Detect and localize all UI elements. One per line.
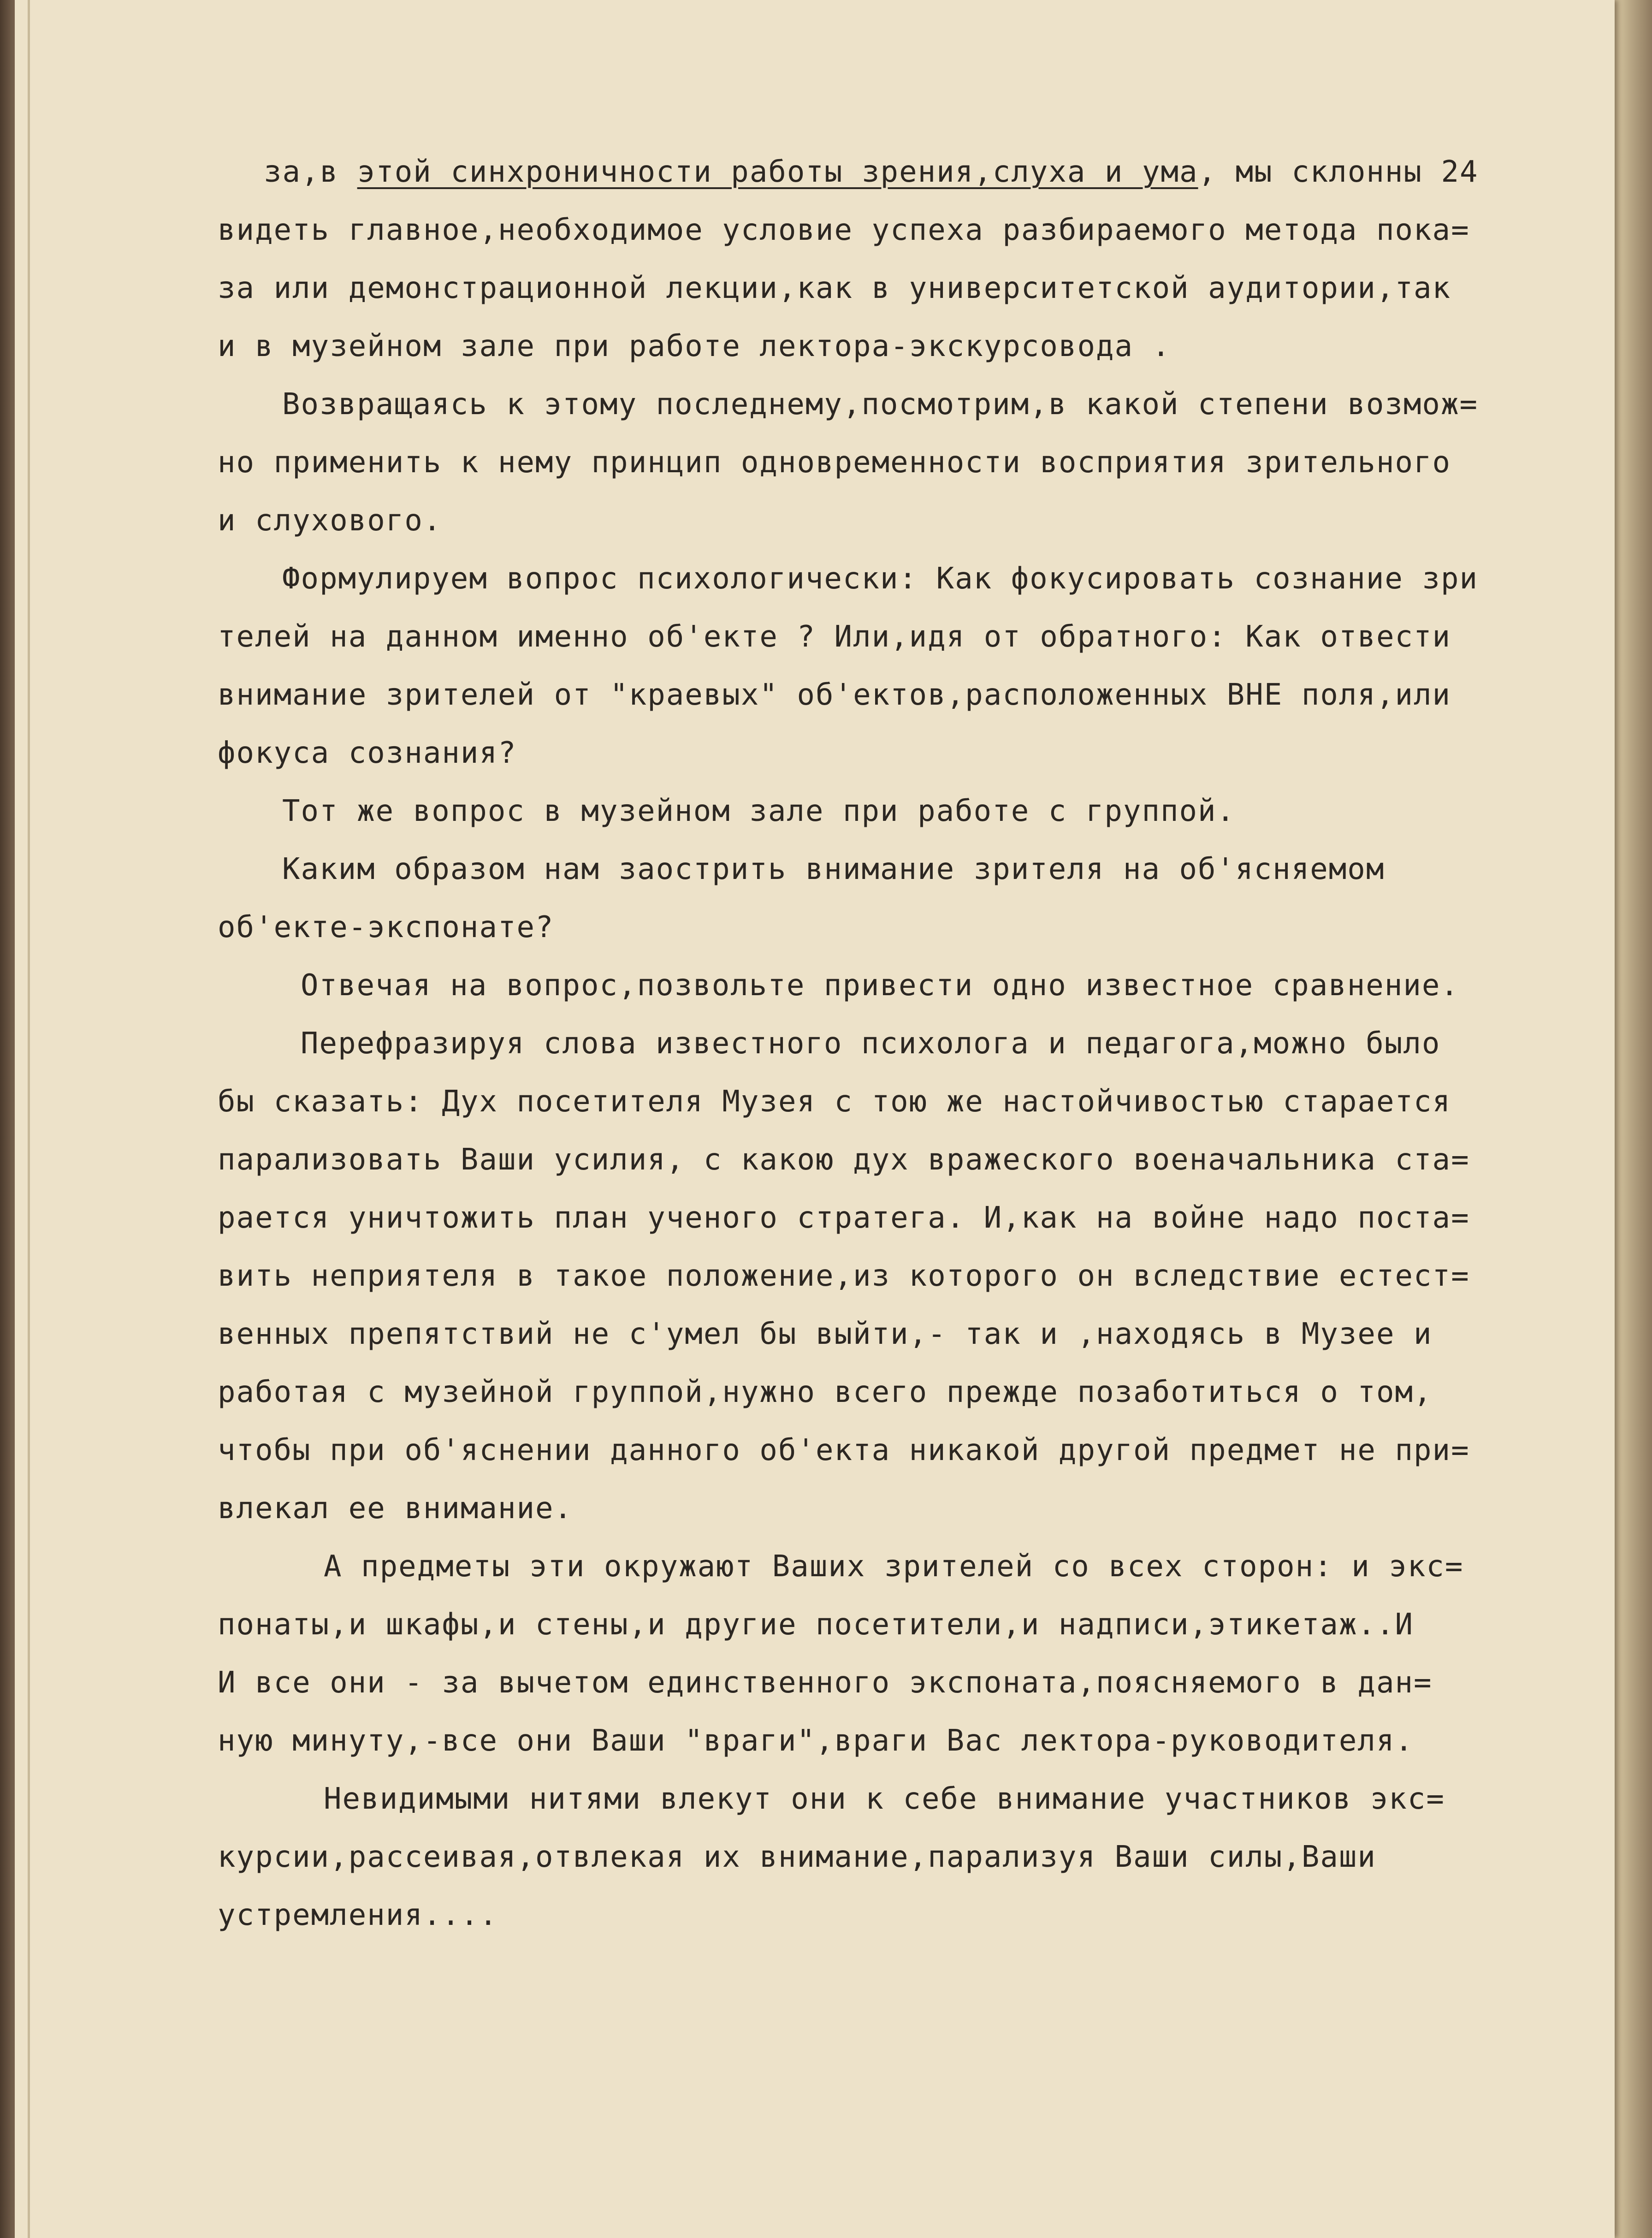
text-segment: вить неприятеля в такое положение,из которого он вследствие естест= bbox=[218, 1259, 1470, 1293]
text-line bbox=[218, 550, 1582, 608]
text-line bbox=[218, 724, 1582, 782]
text-segment: телей на данном именно об'екте ? Или,идя от обратного: Как отвести bbox=[218, 620, 1451, 654]
text-line bbox=[218, 840, 1582, 898]
text-line bbox=[218, 143, 1582, 201]
text-segment: понаты,и шкафы,и стены,и другие посетители,и надписи,этикетаж..И bbox=[218, 1608, 1414, 1642]
text-segment: Перефразируя слова известного психолога и педагога,можно было bbox=[301, 1027, 1441, 1061]
text-line bbox=[218, 259, 1582, 317]
text-segment: чтобы при об'яснении данного об'екта никакой другой предмет не при= bbox=[218, 1433, 1470, 1467]
text-line bbox=[218, 1886, 1582, 1944]
text-line bbox=[218, 433, 1582, 492]
text-segment: Формулируем вопрос психологически: Как фокусировать сознание зри bbox=[282, 562, 1478, 596]
text-segment: венных препятствий не с'умел бы выйти,- так и ,находясь в Музее и bbox=[218, 1317, 1433, 1351]
text-line bbox=[218, 201, 1582, 259]
text-segment: А предметы эти окружают Ваших зрителей со всех сторон: и экс= bbox=[324, 1549, 1464, 1584]
text-segment: за или демонстрационной лекции,как в университетской аудитории,так bbox=[218, 271, 1451, 305]
underlined-phrase: этой синхроничности работы зрения,слуха и ума bbox=[357, 155, 1198, 189]
text-segment: и слухового. bbox=[218, 504, 442, 538]
text-line bbox=[218, 1247, 1582, 1305]
text-segment: фокуса сознания? bbox=[218, 736, 517, 770]
text-segment: Возвращаясь к этому последнему,посмотрим,в какой степени возмож= bbox=[282, 387, 1478, 421]
text-segment: и в музейном зале при работе лектора-экскурсовода . bbox=[218, 329, 1171, 363]
typewritten-page bbox=[15, 0, 1615, 2238]
text-segment: бы сказать: Дух посетителя Музея с тою же настойчивостью старается bbox=[218, 1085, 1451, 1119]
text-segment: курсии,рассеивая,отвлекая их внимание,парализуя Ваши силы,Ваши bbox=[218, 1840, 1376, 1874]
text-line bbox=[218, 1828, 1582, 1886]
text-line bbox=[218, 956, 1582, 1015]
text-line bbox=[218, 492, 1582, 550]
text-segment: рается уничтожить план ученого стратега. И,как на войне надо поста= bbox=[218, 1201, 1470, 1235]
text-segment: Невидимыми нитями влекут они к себе внимание участников экс= bbox=[324, 1782, 1445, 1816]
text-segment: но применить к нему принцип одновременности восприятия зрительного bbox=[218, 445, 1451, 480]
text-line bbox=[218, 317, 1582, 375]
text-line bbox=[218, 1596, 1582, 1654]
text-line bbox=[218, 1770, 1582, 1828]
text-segment: парализовать Ваши усилия, с какою дух вражеского военачальника ста= bbox=[218, 1143, 1470, 1177]
text-line bbox=[218, 1131, 1582, 1189]
text-segment: устремления.... bbox=[218, 1898, 498, 1932]
text-line bbox=[218, 782, 1582, 840]
text-line bbox=[218, 1712, 1582, 1770]
text-segment: , мы склонны 24 bbox=[1198, 155, 1479, 189]
text-line bbox=[218, 1073, 1582, 1131]
text-segment: за,в bbox=[264, 155, 357, 189]
text-line bbox=[218, 608, 1582, 666]
text-line bbox=[218, 1654, 1582, 1712]
text-line bbox=[218, 1421, 1582, 1479]
text-line bbox=[218, 1479, 1582, 1538]
text-segment: работая с музейной группой,нужно всего прежде позаботиться о том, bbox=[218, 1375, 1433, 1409]
text-segment: внимание зрителей от "краевых" об'ектов,расположенных ВНЕ поля,или bbox=[218, 678, 1451, 712]
text-segment: И все они - за вычетом единственного экспоната,поясняемого в дан= bbox=[218, 1666, 1433, 1700]
text-line bbox=[218, 1015, 1582, 1073]
text-segment: Каким образом нам заострить внимание зрителя на об'ясняемом bbox=[282, 852, 1385, 886]
typewritten-text bbox=[218, 143, 1582, 1944]
text-line bbox=[218, 1305, 1582, 1363]
book-binding bbox=[0, 0, 15, 2238]
text-line bbox=[218, 1538, 1582, 1596]
text-line bbox=[218, 375, 1582, 433]
text-segment: об'екте-экспонате? bbox=[218, 910, 554, 944]
text-line bbox=[218, 1189, 1582, 1247]
text-segment: Отвечая на вопрос,позвольте привести одно известное сравнение. bbox=[301, 968, 1459, 1003]
text-line bbox=[218, 898, 1582, 956]
text-segment: влекал ее внимание. bbox=[218, 1491, 573, 1526]
page-fold bbox=[28, 0, 30, 2238]
text-segment: видеть главное,необходимое условие успеха разбираемого метода пока= bbox=[218, 213, 1470, 247]
text-segment: ную минуту,-все они Ваши "враги",враги Вас лектора-руководителя. bbox=[218, 1724, 1414, 1758]
text-line bbox=[218, 666, 1582, 724]
text-segment: Тот же вопрос в музейном зале при работе с группой. bbox=[282, 794, 1236, 828]
text-line bbox=[218, 1363, 1582, 1421]
